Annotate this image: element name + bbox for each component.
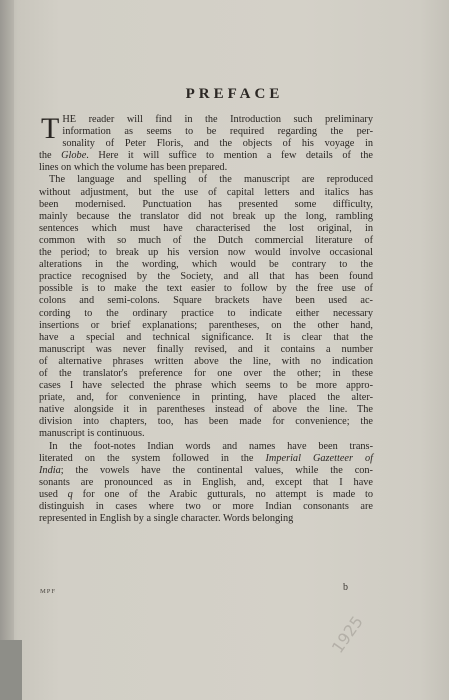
text-line: practice recognised by the Society, and all that has been found — [39, 271, 373, 283]
drop-cap: T — [41, 112, 60, 145]
preface-body — [39, 114, 373, 525]
text-line: insertions or brief explanations; parentheses, on the other hand, — [39, 319, 373, 331]
text-line: distinguish in cases where two or more Indian consonants are — [39, 501, 373, 512]
pencil-annotation: 1925 — [327, 612, 367, 657]
text-line: lines on which the volume has been prepared. — [39, 162, 228, 174]
page-spine-shadow — [0, 0, 14, 700]
signature-letter: b — [343, 582, 348, 593]
text-line: information as seems to be required regarding the per- — [62, 126, 373, 138]
text-line: sonality of Peter Floris, and the objects of his voyage in — [62, 138, 373, 150]
text-line: In the foot-notes Indian words and names have been trans- — [49, 440, 373, 452]
text-line: mainly because the translator did not break up the long, rambling — [39, 210, 373, 222]
text-line: priate, and, for convenience in printing, have placed the alter- — [39, 392, 373, 404]
page-edge-background — [0, 640, 22, 700]
text-line: division into chapters, too, has been made for convenience; the — [39, 416, 373, 428]
page-title: PREFACE — [185, 86, 284, 102]
text-line: cases I have selected the phrase which seems to be more appro- — [39, 380, 373, 392]
text-line: India; the vowels have the continental values, while the con- — [39, 464, 373, 476]
text-line: been modernised. Punctuation has presented some difficulty, — [39, 198, 373, 210]
text-line: of alternative phrases written above the line, with no indication — [39, 355, 373, 367]
paragraph-3 — [39, 441, 373, 526]
text-line: represented in English by a single character. Words belonging — [39, 513, 294, 525]
text-line: used q for one of the Arabic gutturals, no attempt is made to — [39, 488, 373, 500]
text-line: possible is to make the text easier to follow by the free use of — [39, 283, 373, 295]
signature-mark: MPF — [40, 588, 57, 595]
text-line: without adjustment, but the use of capital letters and italics has — [39, 186, 373, 198]
text-line: alterations in the wording, which would be contrary to the — [39, 259, 373, 271]
text-line: manuscript is continuous. — [39, 428, 145, 440]
text-line: HE reader will find in the Introduction such preliminary — [62, 114, 373, 125]
text-line: sonants are pronounced as in English, and, except that I have — [39, 476, 373, 488]
text-line: sentences which must have characterised the lost original, in — [39, 222, 373, 234]
text-line: literated on the system followed in the Imperial Gazetteer of — [39, 452, 374, 464]
text-line: common with so much of the Dutch commercial literature of — [39, 234, 373, 246]
text-line: the period; to break up his version now would involve occasional — [39, 247, 373, 259]
text-line: colons and semi-colons. Square brackets have been used ac- — [39, 295, 373, 307]
paragraph-1 — [39, 114, 373, 174]
text-line: manuscript was never finally revised, and it contains a number — [39, 343, 373, 355]
paragraph-2 — [39, 174, 373, 440]
text-line: native alongside it in parentheses instead of above the line. The — [39, 404, 373, 416]
text-line: of the translator's preference for one over the other; in these — [39, 367, 373, 379]
text-line: cording to the ordinary practice to indicate either necessary — [39, 307, 373, 319]
text-line: have a special and technical significance. It is clear that the — [39, 331, 373, 343]
text-line: The language and spelling of the manuscript are reproduced — [49, 174, 373, 186]
text-line: the Globe. Here it will suffice to mention a few details of the — [39, 150, 373, 162]
